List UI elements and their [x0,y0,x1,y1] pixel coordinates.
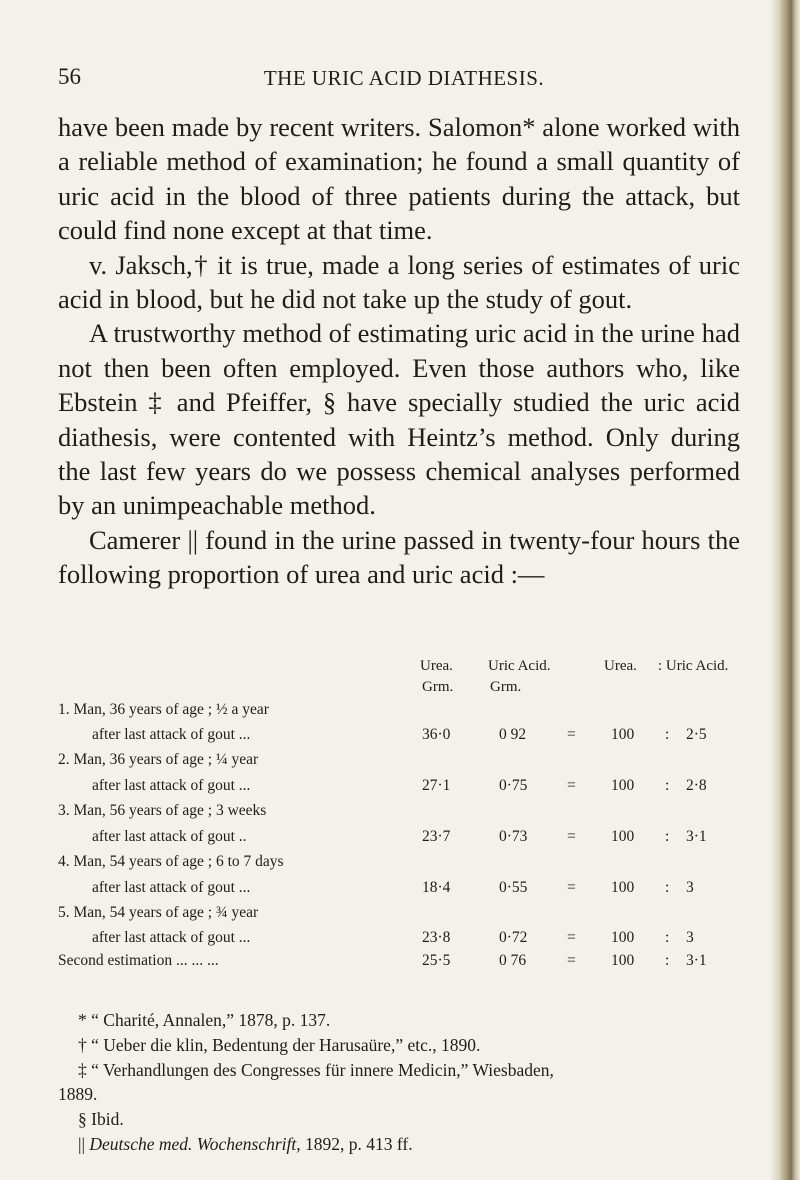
cell-ratio-urea: 100 [611,777,635,794]
paragraph: have been made by recent writers. Salomon* alone worked with a reliable method of examination; he found a small quantity of uric acid in the blood of three patients during the attack, but could find none except at that time. [58,112,740,246]
header-ratio-uric: : Uric Acid. [658,658,729,674]
cell-ratio-uric: 3·1 [686,828,707,845]
cell-eq: = [567,828,576,845]
footnote-mark: || [78,1133,90,1154]
cell-urea: 23·8 [422,929,451,946]
cell-colon: : [665,929,670,946]
row-description: after last attack of gout ... [92,726,251,743]
footnote [58,1132,758,1157]
footnote-citation: 1892, p. 413 ff. [300,1133,413,1154]
row-description: 3. Man, 56 years of age ; 3 weeks [58,802,267,819]
header-urea: Urea. [420,658,453,674]
cell-uric: 0·55 [499,879,528,896]
cell-ratio-uric: 2·8 [686,777,707,794]
cell-urea: 18·4 [422,879,451,896]
cell-ratio-uric: 3·1 [686,952,707,969]
cell-urea: 27·1 [422,777,451,794]
footnote-continuation: 1889. [58,1084,98,1105]
cell-urea: 36·0 [422,726,451,743]
paragraph: v. Jaksch,† it is true, made a long series of estimates of uric acid in blood, but he did not take up the study of gout. [58,249,740,315]
cell-uric: 0·72 [499,929,528,946]
paragraph: Camerer || found in the urine passed in twenty-four hours the following proportion of urea and uric acid :— [58,524,740,590]
page-number: 56 [58,64,81,89]
cell-eq: = [567,726,576,743]
row-description: Second estimation ... ... ... [58,952,219,969]
cell-urea: 25·5 [422,952,451,969]
cell-uric: 0 92 [499,726,527,743]
header-uric-acid: Uric Acid. [488,658,551,674]
cell-colon: : [665,777,670,794]
cell-colon: : [665,952,670,969]
journal-title: Deutsche med. Wochenschrift, [89,1133,301,1154]
row-description: 4. Man, 54 years of age ; 6 to 7 days [58,853,284,870]
cell-eq: = [567,879,576,896]
running-title: THE URIC ACID DIATHESIS. [263,66,545,90]
header-ratio-urea: Urea. [604,658,637,674]
cell-ratio-urea: 100 [611,726,635,743]
footnote: † “ Ueber die klin, Bedentung der Harusaüre,” etc., 1890. [78,1034,481,1055]
footnotes [58,1008,758,1157]
header-urea-unit: Grm. [422,679,454,695]
cell-ratio-urea: 100 [611,879,635,896]
cell-colon: : [665,828,670,845]
cell-eq: = [567,952,576,969]
cell-ratio-urea: 100 [611,828,635,845]
row-description: 2. Man, 36 years of age ; ¼ year [58,751,259,768]
footnote: ‡ “ Verhandlungen des Congresses für innere Medicin,” Wiesbaden, [78,1059,554,1080]
row-description: 1. Man, 36 years of age ; ½ a year [58,701,269,718]
cell-urea: 23·7 [422,828,451,845]
row-description: after last attack of gout ... [92,879,251,896]
row-description: after last attack of gout ... [92,929,251,946]
paragraph: A trustworthy method of estimating uric acid in the urine had not then been often employed. Even those authors who, like Ebstein ‡ and Pfeiffer, § have specially studied the uric acid diathesis, were contented with Heintz’s method. Only during the last few years do we possess chemical analyses performed by an unimpeachable method. [58,318,740,521]
footnote: * “ Charité, Annalen,” 1878, p. 137. [78,1010,331,1030]
header-uric-unit: Grm. [490,679,522,695]
cell-eq: = [567,777,576,794]
cell-uric: 0·75 [499,777,528,794]
row-description: after last attack of gout ... [92,777,251,794]
cell-colon: : [665,726,670,743]
row-description: 5. Man, 54 years of age ; ¾ year [58,904,259,921]
cell-ratio-uric: 3 [686,929,694,946]
cell-uric: 0 76 [499,952,527,969]
footnote: § Ibid. [78,1109,124,1130]
cell-ratio-uric: 2·5 [686,726,707,743]
cell-ratio-urea: 100 [611,929,635,946]
cell-colon: : [665,879,670,896]
cell-ratio-urea: 100 [611,952,635,969]
cell-ratio-uric: 3 [686,879,694,896]
cell-eq: = [567,929,576,946]
cell-uric: 0·73 [499,828,528,845]
row-description: after last attack of gout .. [92,828,247,845]
